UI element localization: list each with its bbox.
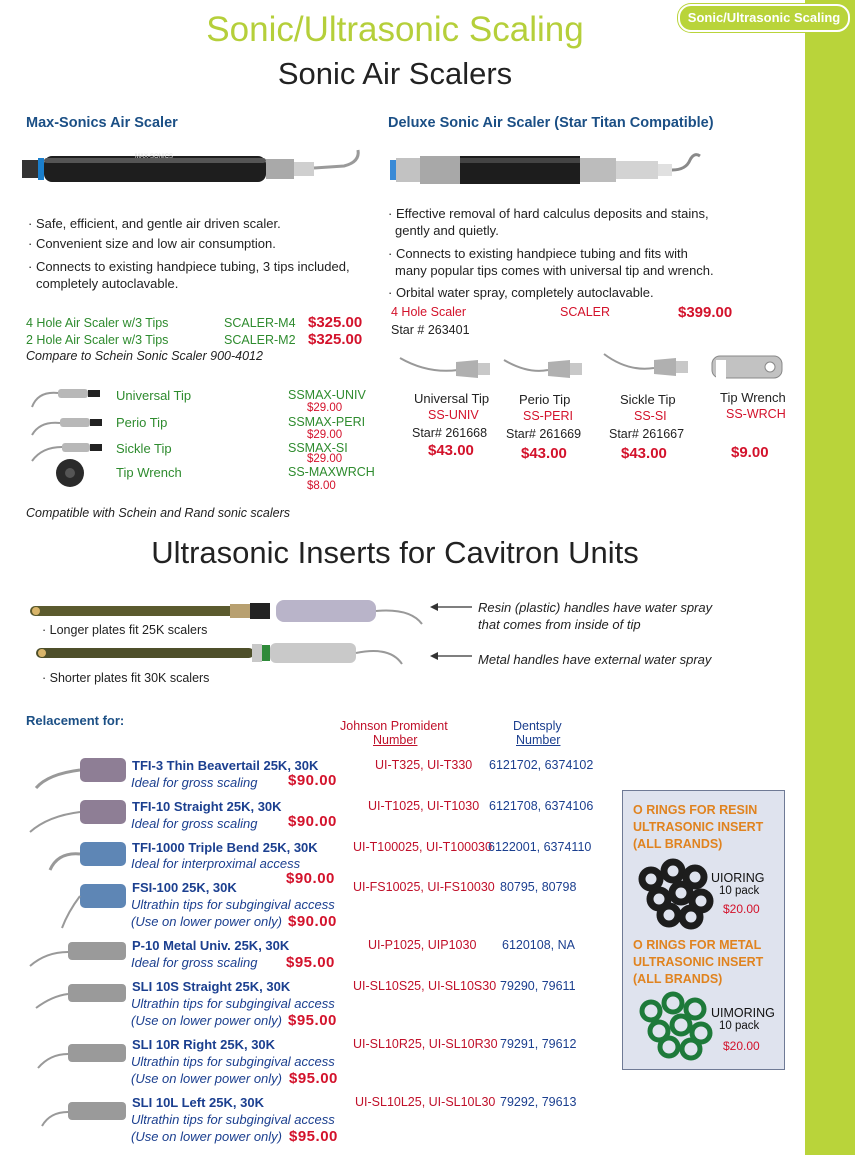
max-bullet-3: · Connects to existing handpiece tubing, 3 tips included,	[28, 259, 350, 274]
max-sonics-handpiece-image	[22, 146, 362, 196]
insert-desc-2: (Use on lower power only)	[131, 1013, 283, 1028]
page-title: Sonic/Ultrasonic Scaling	[206, 10, 584, 49]
tip-code: SSMAX-PERI	[288, 415, 366, 429]
product-code: SCALER-M2	[224, 333, 296, 347]
insert-desc-2: (Use on lower power only)	[131, 1071, 283, 1086]
compare-note: Compare to Schein Sonic Scaler 900-4012	[26, 349, 263, 363]
oring-metal-title-2: ULTRASONIC INSERT	[633, 955, 764, 969]
deluxe-tip-star: Star# 261668	[412, 426, 488, 440]
col-header-johnson: Johnson Promident	[340, 719, 448, 733]
max-bullet-3b: completely autoclavable.	[36, 276, 179, 291]
deluxe-tip-name: Perio Tip	[519, 392, 571, 407]
deluxe-heading: Deluxe Sonic Air Scaler (Star Titan Compatible)	[388, 115, 714, 131]
insert-desc-2: (Use on lower power only)	[131, 1129, 283, 1144]
deluxe-tip-name: Universal Tip	[414, 391, 490, 406]
dentsply-number: 6121702, 6374102	[489, 758, 594, 772]
deluxe-tip-name: Tip Wrench	[720, 390, 786, 405]
dentsply-number: 6121708, 6374106	[489, 799, 594, 813]
deluxe-tip-code: SS-SI	[634, 409, 667, 423]
insert-desc: Ultrathin tips for subgingival access	[131, 996, 335, 1011]
oring-metal-pack: 10 pack	[719, 1020, 760, 1032]
oring-resin-price: $20.00	[723, 902, 760, 916]
insert-desc: Ultrathin tips for subgingival access	[131, 897, 335, 912]
johnson-number: UI-P1025, UIP1030	[368, 938, 477, 952]
oring-resin-pack: 10 pack	[719, 885, 760, 897]
dentsply-number: 79292, 79613	[500, 1095, 577, 1109]
dentsply-number: 79290, 79611	[500, 979, 576, 993]
longer-plates-note: · Longer plates fit 25K scalers	[42, 623, 208, 637]
max-tips-image	[30, 385, 105, 495]
insert-name: SLI 10L Left 25K, 30K	[132, 1095, 264, 1110]
deluxe-tip-price: $43.00	[428, 442, 474, 459]
insert-price: $90.00	[288, 813, 337, 830]
tip-price: $8.00	[307, 480, 336, 492]
deluxe-star-number: Star # 263401	[391, 323, 470, 337]
tip-name: Universal Tip	[116, 388, 192, 403]
dentsply-number: 6122001, 6374110	[488, 840, 592, 854]
johnson-number: UI-T1025, UI-T1030	[368, 799, 480, 813]
insert-price: $90.00	[288, 772, 337, 789]
insert-desc-2: (Use on lower power only)	[131, 914, 283, 929]
oring-resin-title-2: ULTRASONIC INSERT	[633, 820, 764, 834]
col-header-dentsply: Dentsply	[513, 719, 562, 733]
tip-price: $29.00	[307, 453, 343, 465]
oring-resin-title-1: O RINGS FOR RESIN	[633, 803, 758, 817]
handpiece-label: MAX-SONICS	[135, 154, 174, 160]
insert-name: TFI-1000 Triple Bend 25K, 30K	[132, 840, 318, 855]
deluxe-handpiece-image	[390, 150, 710, 190]
oring-metal-title-3: (ALL BRANDS)	[633, 972, 723, 986]
deluxe-tip-star: Star# 261669	[506, 427, 582, 441]
deluxe-tip-star: Star# 261667	[609, 427, 685, 441]
max-bullet-1: · Safe, efficient, and gentle air driven scaler.	[28, 216, 281, 231]
tip-name: Tip Wrench	[116, 465, 182, 480]
tip-name: Sickle Tip	[116, 441, 172, 456]
o-rings-box	[622, 790, 785, 1070]
tip-code: SS-MAXWRCH	[288, 465, 375, 479]
insert-price: $95.00	[286, 954, 335, 971]
insert-thumbnails	[28, 752, 128, 1142]
johnson-number: UI-T325, UI-T330	[375, 758, 473, 772]
section-title-sonic: Sonic Air Scalers	[277, 56, 513, 91]
insert-name: FSI-100 25K, 30K	[132, 880, 237, 895]
oring-resin-title-3: (ALL BRANDS)	[633, 837, 723, 851]
deluxe-tip-price: $43.00	[521, 445, 567, 462]
black-o-rings-image	[637, 857, 717, 927]
deluxe-bullet-2b: many popular tips comes with universal tip and wrench.	[395, 263, 714, 278]
oring-metal-title-1: O RINGS FOR METAL	[633, 938, 762, 952]
insert-price: $90.00	[286, 870, 335, 887]
green-o-rings-image	[637, 991, 717, 1063]
johnson-number: UI-FS10025, UI-FS10030	[353, 880, 495, 894]
insert-desc: Ultrathin tips for subgingival access	[131, 1054, 335, 1069]
oring-metal-price: $20.00	[723, 1039, 760, 1053]
insert-name: SLI 10S Straight 25K, 30K	[132, 979, 291, 994]
product-name: 4 Hole Air Scaler w/3 Tips	[26, 316, 169, 330]
compatible-note: Compatible with Schein and Rand sonic scalers	[26, 506, 291, 520]
tip-price: $29.00	[307, 429, 343, 441]
deluxe-bullet-1b: gently and quietly.	[395, 223, 499, 238]
insert-price: $95.00	[289, 1070, 338, 1087]
resin-note-2: that comes from inside of tip	[478, 617, 641, 632]
insert-name: TFI-3 Thin Beavertail 25K, 30K	[132, 758, 319, 773]
insert-name: P-10 Metal Univ. 25K, 30K	[132, 938, 290, 953]
col-header-dentsply-number: Number	[516, 733, 561, 747]
tip-name: Perio Tip	[116, 415, 168, 430]
insert-price: $95.00	[288, 1012, 337, 1029]
deluxe-product-price: $399.00	[678, 304, 733, 321]
insert-desc: Ultrathin tips for subgingival access	[131, 1112, 335, 1127]
dentsply-number: 6120108, NA	[502, 938, 575, 952]
oring-metal-code: UIMORING	[711, 1006, 775, 1020]
deluxe-tip-price: $9.00	[731, 444, 769, 461]
product-name: 2 Hole Air Scaler w/3 Tips	[26, 333, 169, 347]
section-tab[interactable]: Sonic/Ultrasonic Scaling	[678, 4, 850, 32]
insert-desc: Ideal for gross scaling	[131, 955, 258, 970]
deluxe-tip-price: $43.00	[621, 445, 667, 462]
deluxe-tip-code: SS-UNIV	[428, 408, 479, 422]
metal-note: Metal handles have external water spray	[478, 652, 712, 667]
deluxe-bullet-2: · Connects to existing handpiece tubing and fits with	[388, 246, 688, 261]
deluxe-product-code: SCALER	[560, 305, 611, 319]
product-price: $325.00	[308, 331, 363, 348]
deluxe-tip-code: SS-WRCH	[726, 407, 786, 421]
johnson-number: UI-T100025, UI-T100030	[353, 840, 492, 854]
dentsply-number: 79291, 79612	[500, 1037, 577, 1051]
insert-desc: Ideal for interproximal access	[131, 856, 301, 871]
dentsply-number: 80795, 80798	[500, 880, 577, 894]
product-price: $325.00	[308, 314, 363, 331]
product-code: SCALER-M4	[224, 316, 296, 330]
deluxe-tip-code: SS-PERI	[523, 409, 574, 423]
max-bullet-2: · Convenient size and low air consumption.	[28, 236, 276, 251]
replacement-label: Relacement for:	[26, 713, 125, 728]
tip-code: SSMAX-UNIV	[288, 388, 366, 402]
deluxe-bullet-1: · Effective removal of hard calculus deposits and stains,	[388, 206, 709, 221]
johnson-number: UI-SL10R25, UI-SL10R30	[353, 1037, 498, 1051]
deluxe-product-name: 4 Hole Scaler	[391, 305, 467, 319]
deluxe-tip-name: Sickle Tip	[620, 392, 676, 407]
insert-desc: Ideal for gross scaling	[131, 775, 258, 790]
insert-name: TFI-10 Straight 25K, 30K	[132, 799, 282, 814]
max-sonics-heading: Max-Sonics Air Scaler	[26, 115, 178, 131]
resin-note: Resin (plastic) handles have water spray	[478, 600, 713, 615]
col-header-johnson-number: Number	[373, 733, 418, 747]
johnson-number: UI-SL10L25, UI-SL10L30	[355, 1095, 496, 1109]
oring-resin-code: UIORING	[711, 871, 765, 885]
insert-price: $90.00	[288, 913, 337, 930]
side-accent-bar	[805, 0, 855, 1155]
deluxe-bullet-3: · Orbital water spray, completely autoclavable.	[388, 285, 654, 300]
johnson-number: UI-SL10S25, UI-SL10S30	[353, 979, 497, 993]
tip-code: SSMAX-SI	[288, 441, 348, 455]
insert-price: $95.00	[289, 1128, 338, 1145]
deluxe-tips-image	[398, 350, 788, 390]
insert-name: SLI 10R Right 25K, 30K	[132, 1037, 276, 1052]
shorter-plates-note: · Shorter plates fit 30K scalers	[42, 671, 210, 685]
section-title-ultrasonic: Ultrasonic Inserts for Cavitron Units	[151, 535, 639, 570]
tip-price: $29.00	[307, 402, 343, 414]
insert-desc: Ideal for gross scaling	[131, 816, 258, 831]
